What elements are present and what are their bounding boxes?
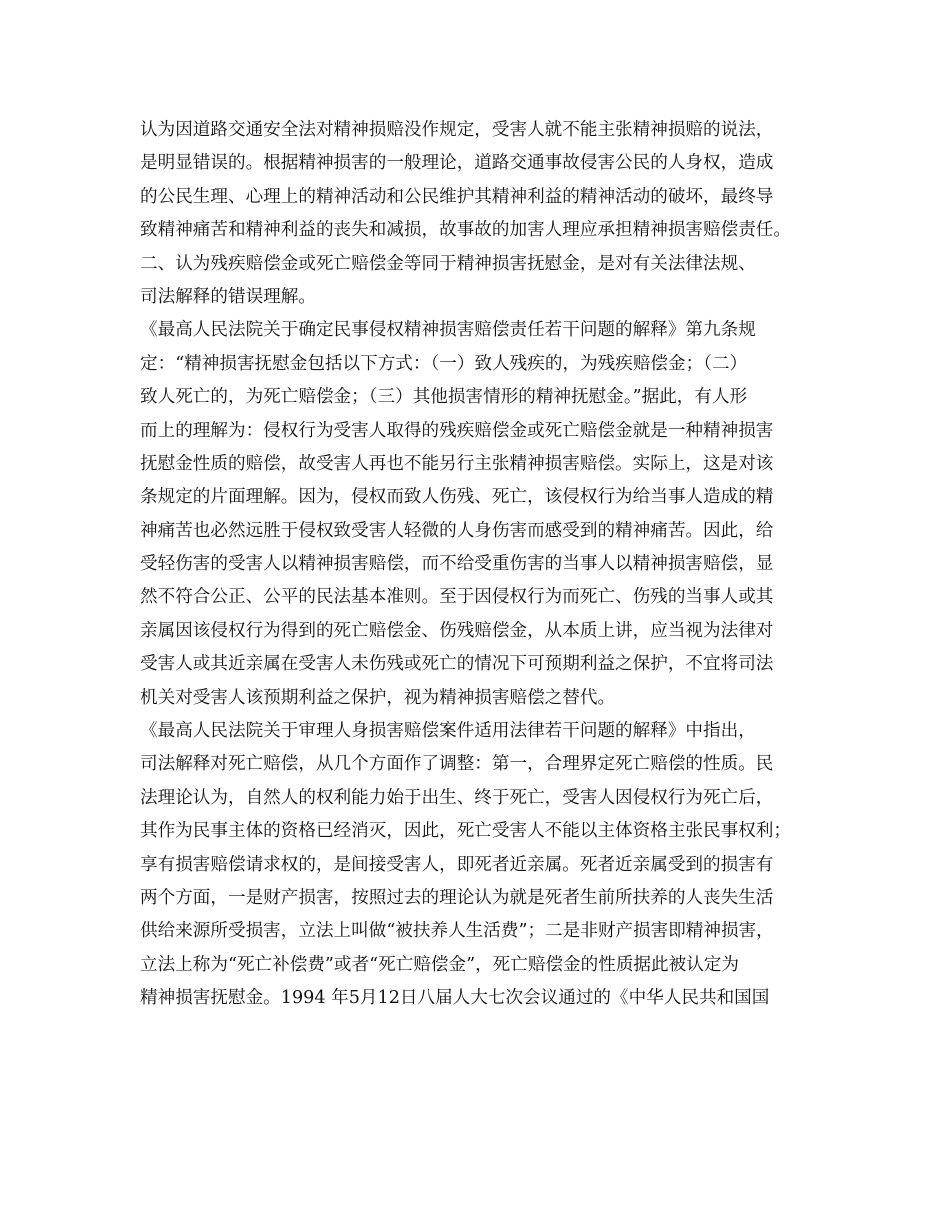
- text-line: 《最高人民法院关于审理人身损害赔偿案件适用法律若干问题的解释》中指出，: [140, 721, 756, 742]
- text-line: 而上的理解为：侵权行为受害人取得的残疾赔偿金或死亡赔偿金就是一种精神损害: [140, 420, 774, 441]
- text-line: 致精神痛苦和精神利益的丧失和减损，故事故的加害人理应承担精神损害赔偿责任。: [140, 220, 791, 241]
- text-line: 其作为民事主体的资格已经消灭，因此，死亡受害人不能以主体资格主张民事权利；: [140, 821, 791, 842]
- text-line: 享有损害赔偿请求权的，是间接受害人，即死者近亲属。死者近亲属受到的损害有: [140, 854, 774, 875]
- text-line: 条规定的片面理解。因为，侵权而致人伤残、死亡，该侵权行为给当事人造成的精: [140, 487, 774, 508]
- text-line: 立法上称为“死亡补偿费”或者“死亡赔偿金”，死亡赔偿金的性质据此被认定为: [140, 954, 739, 975]
- text-line: 供给来源所受损害，立法上叫做“被扶养人生活费”；二是非财产损害即精神损害，: [140, 921, 774, 942]
- text-line: 法理论认为，自然人的权利能力始于出生、终于死亡，受害人因侵权行为死亡后，: [140, 787, 774, 808]
- text-line: 司法解释的错误理解。: [140, 286, 316, 307]
- text-line: 精神损害抚慰金。1994 年5月12日八届人大七次会议通过的《中华人民共和国国: [140, 988, 770, 1009]
- text-line: 司法解释对死亡赔偿，从几个方面作了调整：第一，合理界定死亡赔偿的性质。民: [140, 754, 774, 775]
- text-line: 受害人或其近亲属在受害人未伤残或死亡的情况下可预期利益之保护，不宜将司法: [140, 654, 774, 675]
- text-line: 《最高人民法院关于确定民事侵权精神损害赔偿责任若干问题的解释》第九条规: [140, 320, 756, 341]
- text-line: 亲属因该侵权行为得到的死亡赔偿金、伤残赔偿金，从本质上讲，应当视为法律对: [140, 620, 774, 641]
- text-line: 两个方面，一是财产损害，按照过去的理论认为就是死者生前所扶养的人丧失生活: [140, 887, 774, 908]
- text-line: 机关对受害人该预期利益之保护，视为精神损害赔偿之替代。: [140, 687, 616, 708]
- text-line: 认为因道路交通安全法对精神损赔没作规定，受害人就不能主张精神损赔的说法，: [140, 120, 774, 140]
- text-line: 然不符合公正、公平的民法基本准则。至于因侵权行为而死亡、伤残的当事人或其: [140, 587, 774, 608]
- text-line: 致人死亡的，为死亡赔偿金；（三）其他损害情形的精神抚慰金。”据此，有人形: [140, 387, 748, 408]
- body-text: [140, 114, 820, 1016]
- text-line: 神痛苦也必然远胜于侵权致受害人轻微的人身伤害而感受到的精神痛苦。因此，给: [140, 520, 774, 541]
- text-line: 二、认为残疾赔偿金或死亡赔偿金等同于精神损害抚慰金，是对有关法律法规、: [140, 253, 756, 274]
- text-line: 的公民生理、心理上的精神活动和公民维护其精神利益的精神活动的破坏，最终导: [140, 186, 774, 207]
- text-line: 受轻伤害的受害人以精神损害赔偿，而不给受重伤害的当事人以精神损害赔偿，显: [140, 554, 774, 575]
- text-line: 定：“精神损害抚慰金包括以下方式：（一）致人残疾的，为残疾赔偿金；（二）: [140, 353, 748, 374]
- text-line: 是明显错误的。根据精神损害的一般理论，道路交通事故侵害公民的人身权，造成: [140, 153, 774, 174]
- text-line: 抚慰金性质的赔偿，故受害人再也不能另行主张精神损害赔偿。实际上，这是对该: [140, 453, 774, 474]
